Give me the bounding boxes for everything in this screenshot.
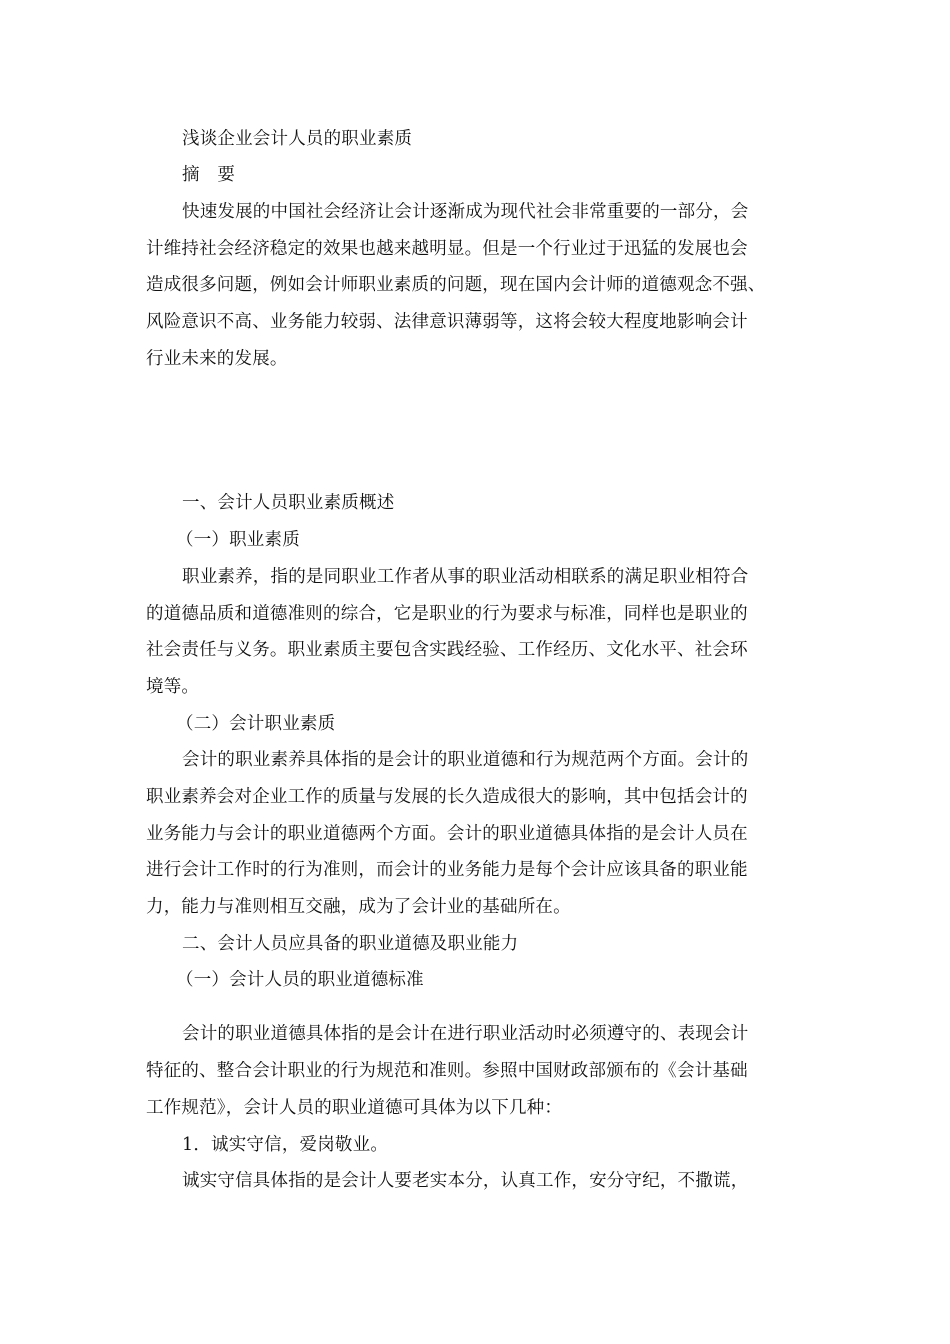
abstract-line: 造成很多问题，例如会计师职业素质的问题，现在国内会计师的道德观念不强、 bbox=[146, 275, 766, 295]
paragraph-line: 职业素养，指的是同职业工作者从事的职业活动相联系的满足职业相符合 bbox=[182, 567, 749, 587]
abstract-line: 行业未来的发展。 bbox=[146, 349, 288, 369]
abstract-line: 快速发展的中国社会经济让会计逐渐成为现代社会非常重要的一部分，会 bbox=[182, 202, 749, 222]
list-item-heading: 1．诚实守信，爱岗敬业。 bbox=[182, 1135, 389, 1155]
paragraph-line: 会计的职业道德具体指的是会计在进行职业活动时必须遵守的、表现会计 bbox=[182, 1024, 749, 1044]
document-title: 浅谈企业会计人员的职业素质 bbox=[182, 129, 413, 149]
paragraph-line: 的道德品质和道德准则的综合，它是职业的行为要求与标准，同样也是职业的 bbox=[146, 604, 748, 624]
paragraph-line: 工作规范》，会计人员的职业道德可具体为以下几种： bbox=[146, 1098, 563, 1118]
abstract-heading: 摘 要 bbox=[182, 165, 236, 185]
paragraph-line: 进行会计工作时的行为准则，而会计的业务能力是每个会计应该具备的职业能 bbox=[146, 860, 748, 880]
section2-sub1-heading: （一）会计人员的职业道德标准 bbox=[176, 970, 424, 990]
section1-heading: 一、会计人员职业素质概述 bbox=[182, 493, 395, 513]
section2-heading: 二、会计人员应具备的职业道德及职业能力 bbox=[182, 934, 519, 954]
paragraph-line: 力，能力与准则相互交融，成为了会计业的基础所在。 bbox=[146, 897, 571, 917]
abstract-line: 风险意识不高、业务能力较弱、法律意识薄弱等，这将会较大程度地影响会计 bbox=[146, 312, 748, 332]
paragraph-line: 诚实守信具体指的是会计人要老实本分，认真工作，安分守纪，不撒谎， bbox=[182, 1171, 749, 1191]
paragraph-line: 社会责任与义务。职业素质主要包含实践经验、工作经历、文化水平、社会环 bbox=[146, 640, 748, 660]
abstract-line: 计维持社会经济稳定的效果也越来越明显。但是一个行业过于迅猛的发展也会 bbox=[146, 239, 748, 259]
paragraph-line: 特征的、整合会计职业的行为规范和准则。参照中国财政部颁布的《会计基础 bbox=[146, 1061, 748, 1081]
paragraph-line: 会计的职业素养具体指的是会计的职业道德和行为规范两个方面。会计的 bbox=[182, 750, 749, 770]
paragraph-line: 职业素养会对企业工作的质量与发展的长久造成很大的影响，其中包括会计的 bbox=[146, 787, 748, 807]
section1-sub1-heading: （一）职业素质 bbox=[176, 530, 300, 550]
paragraph-line: 业务能力与会计的职业道德两个方面。会计的职业道德具体指的是会计人员在 bbox=[146, 824, 748, 844]
section1-sub2-heading: （二）会计职业素质 bbox=[176, 714, 336, 734]
paragraph-line: 境等。 bbox=[146, 677, 200, 697]
